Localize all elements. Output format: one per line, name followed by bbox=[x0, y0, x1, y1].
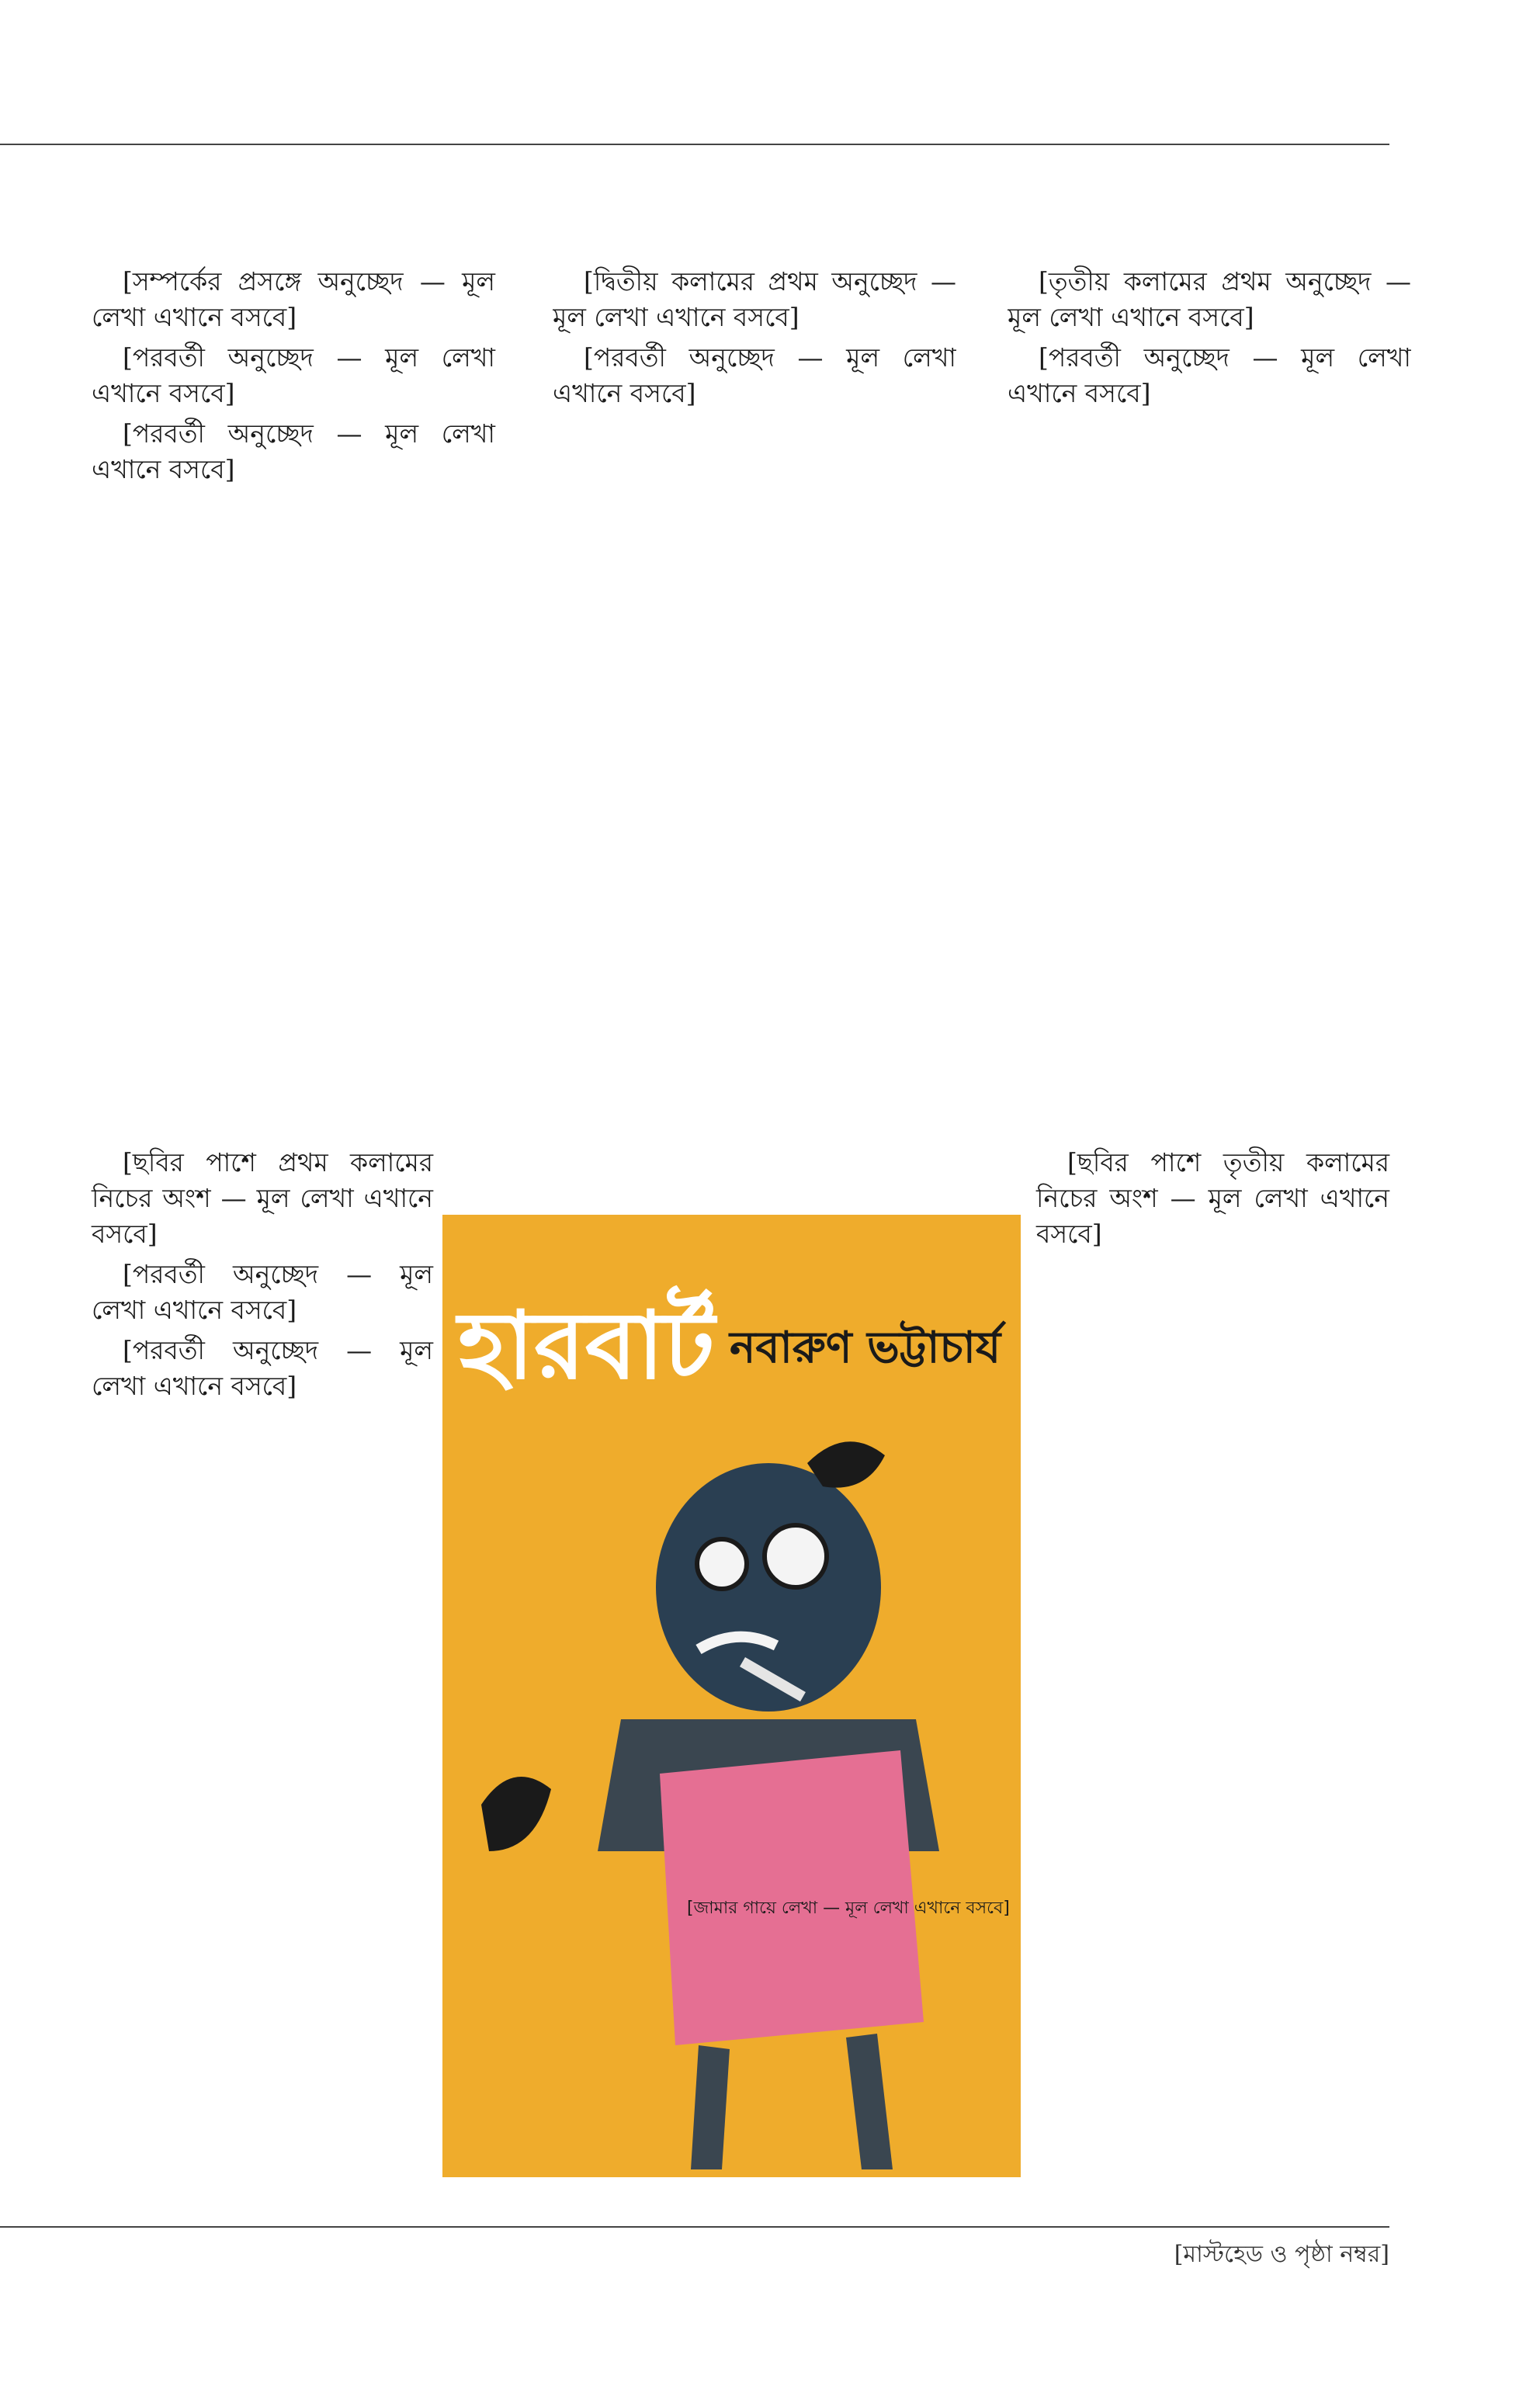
paragraph: [সম্পর্কের প্রসঙ্গে অনুচ্ছেদ — মূল লেখা এখানে বসবে] bbox=[92, 266, 495, 332]
header-rule bbox=[0, 144, 1389, 145]
article-column-3-lower bbox=[1036, 1145, 1389, 1257]
article-column-1 bbox=[92, 264, 495, 492]
paragraph: [ছবির পাশে তৃতীয় কলামের নিচের অংশ — মূল লেখা এখানে বসবে] bbox=[1036, 1147, 1389, 1249]
article-column-3 bbox=[1008, 264, 1411, 1145]
paragraph: [পরবর্তী অনুচ্ছেদ — মূল লেখা এখানে বসবে] bbox=[92, 1335, 433, 1401]
paragraph: [দ্বিতীয় কলামের প্রথম অনুচ্ছেদ — মূল লেখা এখানে বসবে] bbox=[553, 266, 956, 332]
cover-title: হারবার্ট bbox=[458, 1292, 715, 1400]
article-column-1-lower bbox=[92, 1145, 433, 1409]
article-column-2 bbox=[553, 264, 956, 1145]
page-folio: [মাস্টহেড ও পৃষ্ঠা নম্বর] bbox=[1174, 2241, 1389, 2268]
paragraph: [পরবর্তী অনুচ্ছেদ — মূল লেখা এখানে বসবে] bbox=[553, 342, 956, 408]
footer-rule bbox=[0, 2226, 1389, 2228]
paragraph: [তৃতীয় কলামের প্রথম অনুচ্ছেদ — মূল লেখা এখানে বসবে] bbox=[1008, 266, 1411, 332]
paragraph: [পরবর্তী অনুচ্ছেদ — মূল লেখা এখানে বসবে] bbox=[92, 1259, 433, 1325]
shirt-text: [জামার গায়ে লেখা — মূল লেখা এখানে বসবে] bbox=[687, 1899, 1010, 1918]
paragraph: [পরবর্তী অনুচ্ছেদ — মূল লেখা এখানে বসবে] bbox=[92, 418, 495, 484]
paragraph: [ছবির পাশে প্রথম কলামের নিচের অংশ — মূল লেখা এখানে বসবে] bbox=[92, 1147, 433, 1249]
cover-author: নবারুণ ভট্টাচার্য bbox=[730, 1323, 1001, 1373]
book-cover-image bbox=[442, 1215, 1021, 2177]
paragraph: [পরবর্তী অনুচ্ছেদ — মূল লেখা এখানে বসবে] bbox=[92, 342, 495, 408]
paragraph: [পরবর্তী অনুচ্ছেদ — মূল লেখা এখানে বসবে] bbox=[1008, 342, 1411, 408]
